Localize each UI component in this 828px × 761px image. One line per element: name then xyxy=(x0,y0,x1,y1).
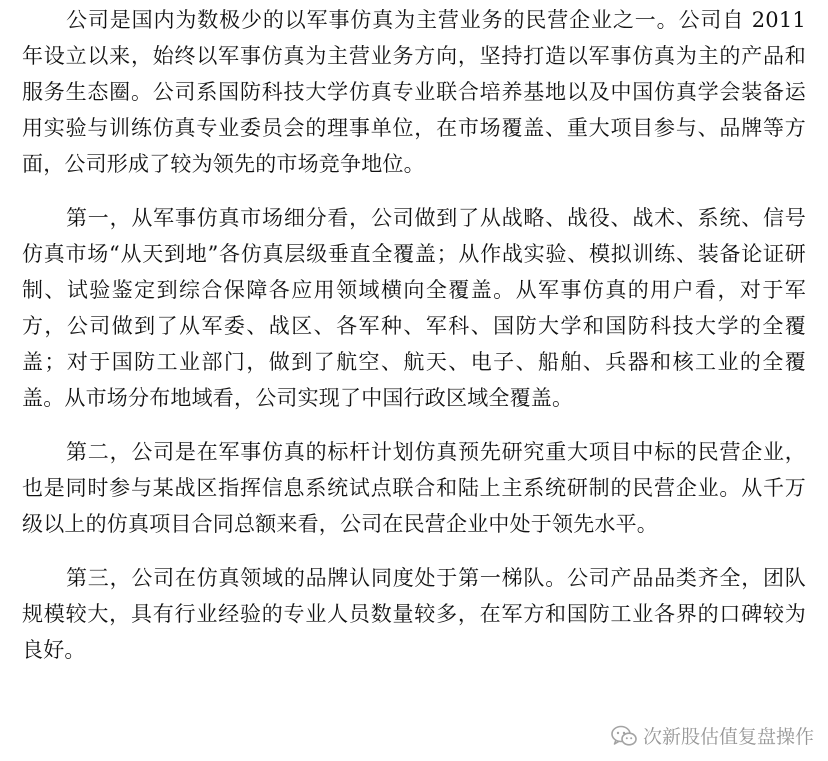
watermark-text: 次新股估值复盘操作 xyxy=(642,726,814,748)
paragraph-intro: 公司是国内为数极少的以军事仿真为主营业务的民营企业之一。公司自 2011 年设立以来，始终以军事仿真为主营业务方向，坚持打造以军事仿真为主的产品和服务生态圈。公司系国防科技大学仿真专业联合培养基地以及中国仿真学会装备运用实验与训练仿真专业委员会的理事单位，在市场覆盖、重大项目参与、品牌等方面，公司形成了较为领先的市场竞争地位。 xyxy=(22,8,806,176)
paragraph-third: 第三，公司在仿真领域的品牌认同度处于第一梯队。公司产品品类齐全，团队规模较大，具有行业经验的专业人员数量较多，在军方和国防工业各界的口碑较为良好。 xyxy=(22,566,806,662)
wechat-icon xyxy=(611,725,637,747)
document-body xyxy=(22,2,806,668)
paragraph-second: 第二，公司是在军事仿真的标杆计划仿真预先研究重大项目中标的民营企业，也是同时参与某战区指挥信息系统试点联合和陆上主系统研制的民营企业。从千万级以上的仿真项目合同总额来看，公司在民营企业中处于领先水平。 xyxy=(22,440,806,536)
paragraph-first: 第一，从军事仿真市场细分看，公司做到了从战略、战役、战术、系统、信号仿真市场“从天到地”各仿真层级垂直全覆盖；从作战实验、模拟训练、装备论证研制、试验鉴定到综合保障各应用领域横向全覆盖。从军事仿真的用户看，对于军方，公司做到了从军委、战区、各军种、军科、国防大学和国防科技大学的全覆盖；对于国防工业部门，做到了航空、航天、电子、船舶、兵器和核工业的全覆盖。从市场分布地域看，公司实现了中国行政区域全覆盖。 xyxy=(22,206,806,410)
wechat-watermark xyxy=(611,722,814,749)
